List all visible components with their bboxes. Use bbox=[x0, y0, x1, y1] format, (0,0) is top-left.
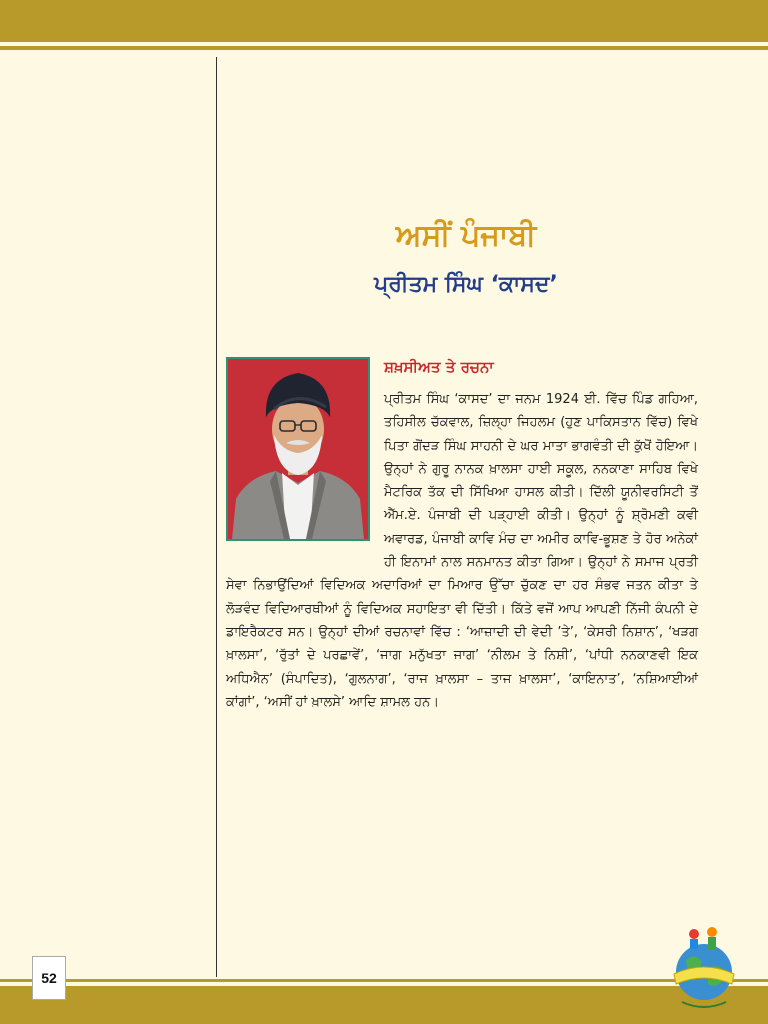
biography-paragraph: ਪ੍ਰੀਤਮ ਸਿੰਘ ‘ਕਾਸਦ’ ਦਾ ਜਨਮ 1924 ਈ. ਵਿੱਚ ਪਿੰਡ ਗਹਿਆ, ਤਹਿਸੀਲ ਚੱਕਵਾਲ, ਜ਼ਿਲ੍ਹਾ ਜਿਹਲਮ (ਹੁਣ ਪਾਕਿਸਤਾਨ ਵਿੱਚ) ਵਿਖੇ ਪਿਤਾ ਗੋਂਦੜ ਸਿੰਘ ਸਾਹਨੀ ਦੇ ਘਰ ਮਾਤਾ ਭਾਗਵੰਤੀ ਦੀ ਕੁੱਖੋਂ ਹੋਇਆ। ਉਨ੍ਹਾਂ ਨੇ ਗੁਰੂ ਨਾਨਕ ਖ਼ਾਲਸਾ ਹਾਈ ਸਕੂਲ, ਨਨਕਾਣਾ ਸਾਹਿਬ ਵਿਖੇ ਮੈਟਰਿਕ ਤੱਕ ਦੀ ਸਿੱਖਿਆ ਹਾਸਲ ਕੀਤੀ। ਦਿੱਲੀ ਯੂਨੀਵਰਸਿਟੀ ਤੋਂ ਐੱਮ.ਏ. ਪੰਜਾਬੀ ਦੀ ਪੜ੍ਹਾਈ ਕੀਤੀ। ਉਨ੍ਹਾਂ ਨੂੰ ਸ਼੍ਰੋਮਣੀ ਕਵੀ ਅਵਾਰਡ, ਪੰਜਾਬੀ ਕਾਵਿ ਮੰਚ ਦਾ ਅਮੀਰ ਕਾਵਿ-ਭੂਸ਼ਣ ਤੇ ਹੋਰ ਅਨੇਕਾਂ ਹੀ ਇਨਾਮਾਂ ਨਾਲ ਸਨਮਾਨਤ ਕੀਤਾ ਗਿਆ। ਉਨ੍ਹਾਂ ਨੇ ਸਮਾਜ ਪ੍ਰਤੀ ਸੇਵਾ ਨਿਭਾਉਂਦਿਆਂ ਵਿਦਿਅਕ ਅਦਾਰਿਆਂ ਦਾ ਮਿਆਰ ਉੱਚਾ ਚੁੱਕਣ ਦਾ ਹਰ ਸੰਭਵ ਜਤਨ ਕੀਤਾ ਤੇ ਲੋੜਵੰਦ ਵਿਦਿਆਰਥੀਆਂ ਨੂੰ ਵਿਦਿਅਕ ਸਹਾਇਤਾ ਵੀ ਦਿੱਤੀ। ਕਿੱਤੇ ਵਜੋਂ ਆਪ ਆਪਣੀ ਨਿੱਜੀ ਕੰਪਨੀ ਦੇ ਡਾਇਰੈਕਟਰ ਸਨ। ਉਨ੍ਹਾਂ ਦੀਆਂ ਰਚਨਾਵਾਂ ਵਿੱਚ : ‘ਆਜ਼ਾਦੀ ਦੀ ਵੇਦੀ ’ਤੇ’, ‘ਕੇਸਰੀ ਨਿਸ਼ਾਨ’, ‘ਖੜਗ ਖ਼ਾਲਸਾ’, ‘ਰੁੱਤਾਂ ਦੇ ਪਰਛਾਵੇਂ’, ‘ਜਾਗ ਮਨੁੱਖਤਾ ਜਾਗ’ ‘ਨੀਲਮ ਤੇ ਨਿਸ਼ੀ’, ‘ਪਾਂਧੀ ਨਨਕਾਣਵੀ ਇਕ ਅਧਿਐਨ’ (ਸੰਪਾਦਿਤ), ‘ਗੁਲਨਾਗ’, ‘ਰਾਜ ਖ਼ਾਲਸਾ – ਤਾਜ ਖ਼ਾਲਸਾ’, ‘ਕਾਇਨਾਤ’, ‘ਨਸ਼ਿਆਈਆਂ ਕਾਂਗਾਂ’, ‘ਅਸੀਂ ਹਾਂ ਖ਼ਾਲਸੇ’ ਆਦਿ ਸ਼ਾਮਲ ਹਨ। bbox=[226, 392, 698, 710]
author-name: ਪ੍ਰੀਤਮ ਸਿੰਘ ‘ਕਾਸਦ’ bbox=[374, 272, 558, 297]
photo-wrap-spacer bbox=[226, 388, 384, 552]
page-title: ਅਸੀਂ ਪੰਜਾਬੀ bbox=[395, 218, 537, 253]
section-title: ਸ਼ਖ਼ਸੀਅਤ ਤੇ ਰਚਨਾ bbox=[384, 358, 494, 376]
globe-logo-icon bbox=[668, 912, 740, 1016]
bottom-decorative-line bbox=[0, 979, 768, 982]
bottom-decorative-band bbox=[0, 986, 768, 1024]
page-number: 52 bbox=[32, 956, 66, 1000]
top-decorative-line bbox=[0, 46, 768, 50]
margin-divider bbox=[216, 57, 217, 977]
top-decorative-band bbox=[0, 0, 768, 42]
biography-text bbox=[226, 388, 698, 714]
